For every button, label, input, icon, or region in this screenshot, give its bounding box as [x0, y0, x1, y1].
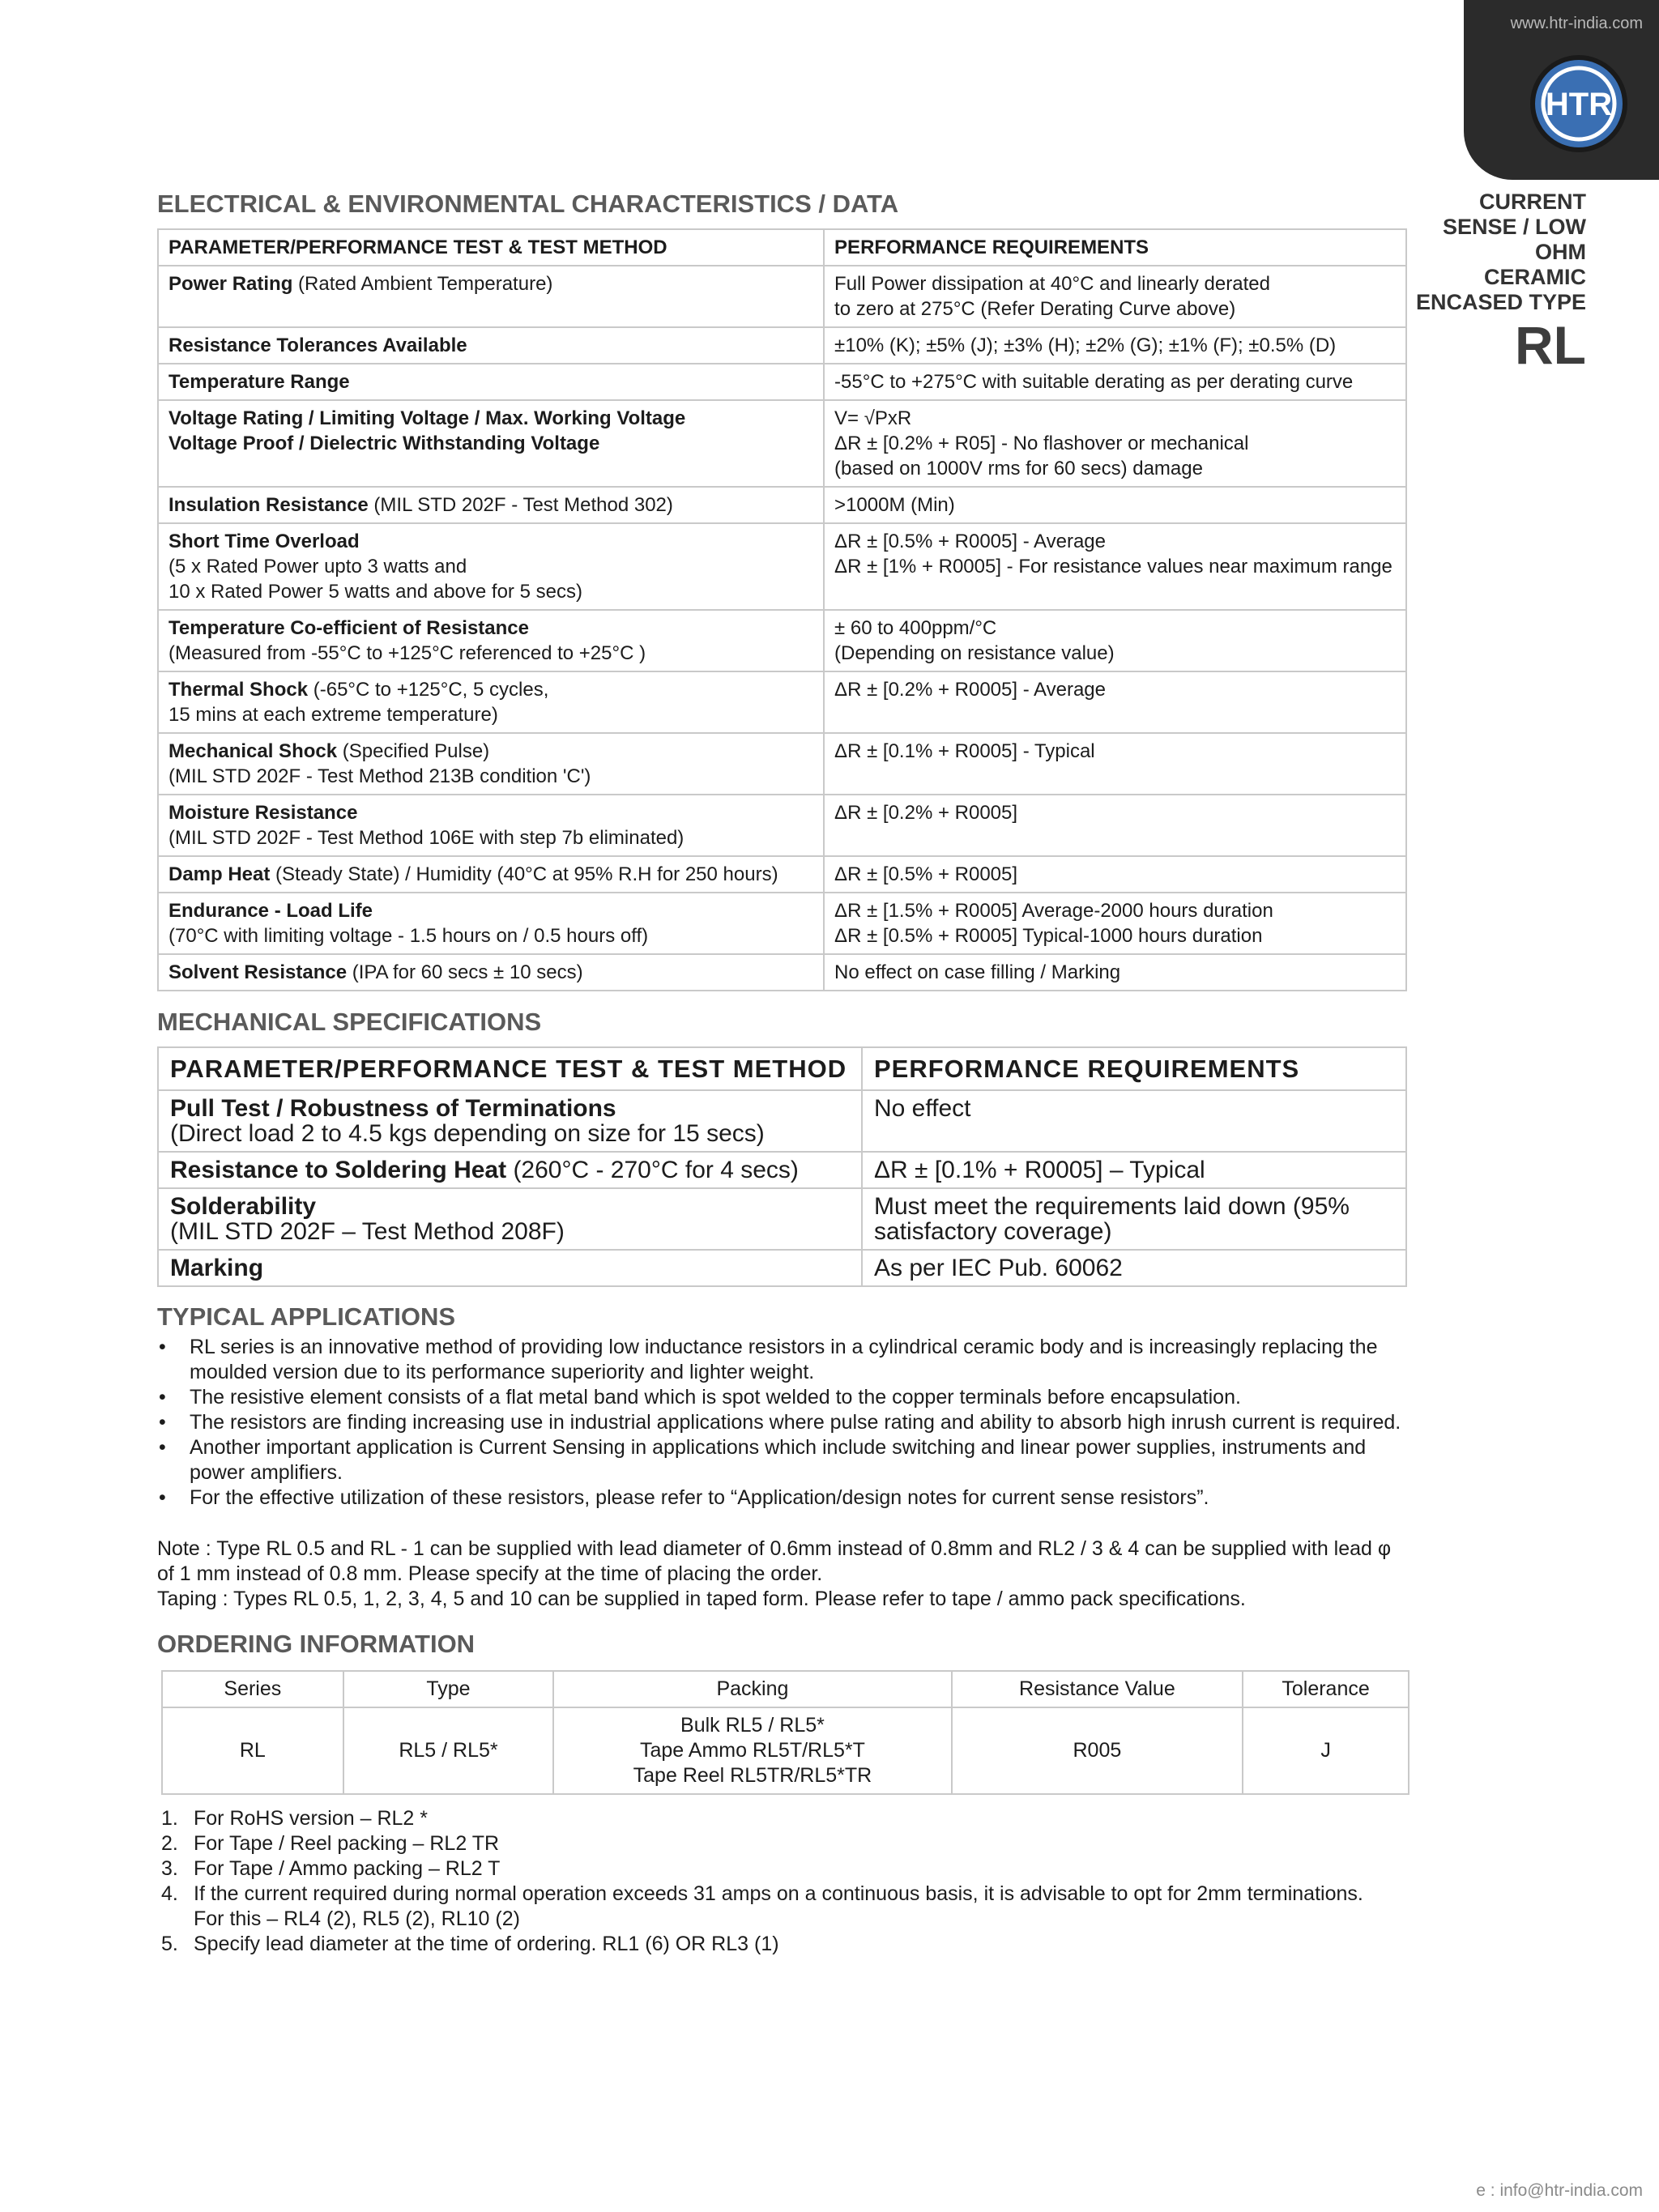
parameter-detail: (MIL STD 202F - Test Method 302)	[368, 494, 673, 516]
parameter-cell	[158, 610, 824, 671]
requirement-cell	[824, 893, 1406, 954]
parameter-cell	[158, 1188, 862, 1250]
parameter-line	[170, 1157, 850, 1183]
table-row	[158, 733, 1406, 795]
requirement-line: ΔR ± [0.2% + R05] - No flashover or mechanical	[834, 433, 1249, 454]
table-row	[158, 1250, 1406, 1286]
parameter-line	[168, 898, 813, 923]
parameter-line	[168, 369, 813, 394]
parameter-line	[170, 1194, 850, 1219]
requirement-cell	[824, 671, 1406, 733]
parameter-cell	[158, 1152, 862, 1188]
list-item-text: RL series is an innovative method of providing low inductance resistors in a cylindrical ceramic body and is increasingly replacing the	[190, 1336, 1378, 1358]
type-cell: RL5 / RL5*	[343, 1707, 554, 1794]
parameter-detail: 10 x Rated Power 5 watts and above for 5 secs)	[168, 581, 582, 603]
column-header: Packing	[553, 1671, 951, 1707]
parameter-cell	[158, 364, 824, 400]
parameter-name: Marking	[170, 1255, 264, 1281]
parameter-name: Damp Heat	[168, 863, 271, 885]
applications-heading: TYPICAL APPLICATIONS	[157, 1302, 456, 1331]
contact-email[interactable]: e : info@htr-india.com	[1476, 2181, 1643, 2200]
requirement-cell	[824, 856, 1406, 893]
table-row	[158, 266, 1406, 327]
list-item-text: moulded version due to its performance superiority and lighter weight.	[190, 1361, 815, 1383]
parameter-detail: (Direct load 2 to 4.5 kgs depending on size for 15 secs)	[170, 1120, 765, 1147]
ordering-heading: ORDERING INFORMATION	[157, 1630, 476, 1658]
parameter-detail: 15 mins at each extreme temperature)	[168, 704, 498, 726]
parameter-cell	[158, 733, 824, 795]
parameter-name: Short Time Overload	[168, 531, 360, 552]
packing-cell: Bulk RL5 / RL5* Tape Ammo RL5T/RL5*T Tape Reel RL5TR/RL5*TR	[553, 1707, 951, 1794]
series-cell: RL	[162, 1707, 343, 1794]
column-header: Type	[343, 1671, 554, 1707]
requirement-line: ΔR ± [0.1% + R0005] - Typical	[834, 740, 1095, 762]
requirement-line: >1000M (Min)	[834, 494, 955, 516]
parameter-cell	[158, 795, 824, 856]
table-row	[162, 1707, 1409, 1794]
parameter-name: Insulation Resistance	[168, 494, 369, 516]
parameter-name: Resistance to Soldering Heat	[170, 1157, 507, 1183]
list-item	[161, 1806, 1413, 1831]
parameter-line	[168, 492, 813, 518]
note-line: Note : Type RL 0.5 and RL - 1 can be supplied with lead diameter of 0.6mm instead of 0.8mm and RL2 / 3 & 4 can be supplied with lead φ	[157, 1537, 1392, 1560]
column-header: PARAMETER/PERFORMANCE TEST & TEST METHOD	[158, 1047, 862, 1090]
column-header: PERFORMANCE REQUIREMENTS	[824, 229, 1406, 266]
table-row	[158, 893, 1406, 954]
table-row	[158, 610, 1406, 671]
table-row	[158, 523, 1406, 610]
parameter-detail: (MIL STD 202F - Test Method 106E with step 7b eliminated)	[168, 827, 684, 849]
parameter-line	[170, 1255, 850, 1281]
parameter-line	[168, 739, 813, 764]
requirement-line: Full Power dissipation at 40°C and linearly derated	[834, 273, 1270, 295]
parameter-cell	[158, 1090, 862, 1152]
requirement-cell	[824, 487, 1406, 523]
parameter-name: Resistance Tolerances Available	[168, 335, 467, 356]
parameter-cell	[158, 954, 824, 991]
mechanical-table	[157, 1046, 1407, 1287]
requirement-cell	[824, 266, 1406, 327]
requirement-cell	[824, 523, 1406, 610]
parameter-detail: (MIL STD 202F - Test Method 213B condition 'C')	[168, 765, 591, 787]
requirement-line: V= √PxR	[834, 407, 912, 429]
parameter-name: Mechanical Shock	[168, 740, 338, 762]
table-row	[158, 400, 1406, 487]
column-header: PARAMETER/PERFORMANCE TEST & TEST METHOD	[158, 229, 824, 266]
parameter-name: Thermal Shock	[168, 679, 309, 701]
parameter-line	[168, 960, 813, 985]
list-item	[157, 1335, 1409, 1385]
parameter-line	[168, 431, 813, 456]
table-header-row	[158, 229, 1406, 266]
requirement-line: Must meet the requirements laid down (95%	[874, 1193, 1350, 1220]
table-row	[158, 856, 1406, 893]
requirement-line: ΔR ± [1% + R0005] - For resistance values near maximum range	[834, 556, 1392, 578]
electrical-table	[157, 228, 1407, 991]
list-item	[157, 1435, 1409, 1485]
requirement-line: ΔR ± [0.2% + R0005]	[834, 802, 1018, 824]
bullet-icon: •	[159, 1436, 166, 1459]
requirement-cell	[824, 733, 1406, 795]
list-item	[157, 1485, 1409, 1511]
table-row	[158, 1090, 1406, 1152]
tolerance-cell: J	[1243, 1707, 1409, 1794]
bullet-icon: •	[159, 1336, 166, 1358]
parameter-line	[168, 406, 813, 431]
parameter-name: Solderability	[170, 1193, 317, 1220]
parameter-name: Moisture Resistance	[168, 802, 358, 824]
column-header: Resistance Value	[952, 1671, 1243, 1707]
requirement-line: ΔR ± [0.1% + R0005] – Typical	[874, 1157, 1205, 1183]
parameter-line	[168, 271, 813, 296]
resistance-cell: R005	[952, 1707, 1243, 1794]
list-item	[161, 1882, 1413, 1932]
parameter-cell	[158, 856, 824, 893]
note-block	[157, 1536, 1409, 1612]
parameter-line	[168, 529, 813, 554]
mechanical-heading: MECHANICAL SPECIFICATIONS	[157, 1008, 542, 1036]
table-row	[158, 1188, 1406, 1250]
list-item-text: Specify lead diameter at the time of ordering. RL1 (6) OR RL3 (1)	[194, 1933, 779, 1955]
list-item	[157, 1410, 1409, 1435]
requirement-line: ΔR ± [0.2% + R0005] - Average	[834, 679, 1106, 701]
table-row	[158, 327, 1406, 364]
requirement-line: ΔR ± [1.5% + R0005] Average-2000 hours duration	[834, 900, 1273, 922]
header-corner-panel	[1464, 0, 1659, 180]
parameter-name: Power Rating	[168, 273, 293, 295]
table-row	[158, 795, 1406, 856]
svg-text:HTR: HTR	[1545, 87, 1613, 122]
parameter-line	[170, 1096, 850, 1121]
table-row	[158, 364, 1406, 400]
table-row	[158, 671, 1406, 733]
product-category: CURRENT SENSE / LOW OHM CERAMIC ENCASED TYPE	[1415, 190, 1586, 314]
parameter-name: Endurance - Load Life	[168, 900, 373, 922]
parameter-cell	[158, 327, 824, 364]
requirement-cell	[824, 954, 1406, 991]
parameter-name: Voltage Proof / Dielectric Withstanding Voltage	[168, 433, 600, 454]
parameter-detail: (Measured from -55°C to +125°C referenced to +25°C )	[168, 642, 646, 664]
list-item-text: If the current required during normal operation exceeds 31 amps on a continuous basis, it is advisable to opt for 2mm terminations.	[194, 1882, 1363, 1905]
list-number: 1.	[161, 1807, 178, 1830]
requirement-cell	[824, 795, 1406, 856]
column-header: Series	[162, 1671, 343, 1707]
parameter-line	[168, 800, 813, 825]
parameter-cell	[158, 523, 824, 610]
parameter-cell	[158, 400, 824, 487]
requirement-line: (Depending on resistance value)	[834, 642, 1115, 664]
requirement-line: ΔR ± [0.5% + R0005]	[834, 863, 1018, 885]
requirement-cell	[862, 1090, 1406, 1152]
parameter-cell	[158, 487, 824, 523]
electrical-heading: ELECTRICAL & ENVIRONMENTAL CHARACTERISTICS / DATA	[157, 190, 899, 218]
parameter-detail: (Steady State) / Humidity (40°C at 95% R.H for 250 hours)	[270, 863, 778, 885]
requirement-cell	[862, 1188, 1406, 1250]
ordering-notes	[161, 1806, 1413, 1957]
list-item-text: power amplifiers.	[190, 1461, 343, 1484]
parameter-detail: (Specified Pulse)	[337, 740, 490, 762]
requirement-line: No effect on case filling / Marking	[834, 961, 1121, 983]
table-header-row	[162, 1671, 1409, 1707]
parameter-name: Solvent Resistance	[168, 961, 348, 983]
list-item-text: Another important application is Current Sensing in applications which include switching and linear power supplies, instruments and	[190, 1436, 1367, 1459]
parameter-detail: (-65°C to +125°C, 5 cycles,	[308, 679, 549, 701]
parameter-cell	[158, 671, 824, 733]
parameter-cell	[158, 893, 824, 954]
product-code: RL	[1515, 315, 1586, 375]
requirement-line: -55°C to +275°C with suitable derating as per derating curve	[834, 371, 1354, 393]
table-row	[158, 487, 1406, 523]
list-item-text: For Tape / Ammo packing – RL2 T	[194, 1857, 501, 1880]
parameter-detail: (260°C - 270°C for 4 secs)	[506, 1157, 799, 1183]
bullet-icon: •	[159, 1411, 166, 1434]
parameter-cell	[158, 266, 824, 327]
parameter-detail: (IPA for 60 secs ± 10 secs)	[347, 961, 583, 983]
list-number: 4.	[161, 1882, 178, 1905]
requirement-line: ±10% (K); ±5% (J); ±3% (H); ±2% (G); ±1% (F); ±0.5% (D)	[834, 335, 1337, 356]
parameter-name: Voltage Rating / Limiting Voltage / Max. Working Voltage	[168, 407, 686, 429]
requirement-line: (based on 1000V rms for 60 secs) damage	[834, 458, 1203, 479]
applications-list	[157, 1335, 1409, 1511]
requirement-cell	[824, 327, 1406, 364]
parameter-name: Temperature Co-efficient of Resistance	[168, 617, 529, 639]
parameter-detail: (5 x Rated Power upto 3 watts and	[168, 556, 467, 578]
ordering-table	[161, 1670, 1410, 1795]
list-item-text: For the effective utilization of these resistors, please refer to “Application/design notes for current sense resistors”.	[190, 1486, 1209, 1509]
parameter-detail: (70°C with limiting voltage - 1.5 hours on / 0.5 hours off)	[168, 925, 649, 947]
product-side-title	[1375, 190, 1586, 375]
requirement-line: ΔR ± [0.5% + R0005] Typical-1000 hours duration	[834, 925, 1263, 947]
parameter-cell	[158, 1250, 862, 1286]
list-number: 2.	[161, 1832, 178, 1855]
parameter-name: Temperature Range	[168, 371, 350, 393]
list-item-text: For RoHS version – RL2 *	[194, 1807, 429, 1830]
requirement-line: ΔR ± [0.5% + R0005] - Average	[834, 531, 1106, 552]
table-row	[158, 954, 1406, 991]
requirement-cell	[862, 1152, 1406, 1188]
list-item-text: For this – RL4 (2), RL5 (2), RL10 (2)	[194, 1907, 520, 1930]
requirement-line: satisfactory coverage)	[874, 1218, 1112, 1245]
parameter-line	[168, 333, 813, 358]
list-number: 3.	[161, 1857, 178, 1880]
list-item	[161, 1856, 1413, 1882]
bullet-icon: •	[159, 1386, 166, 1409]
website-url[interactable]: www.htr-india.com	[1510, 15, 1643, 32]
taping-line: Taping : Types RL 0.5, 1, 2, 3, 4, 5 and 10 can be supplied in taped form. Please refer to tape / ammo pack specifications.	[157, 1588, 1246, 1610]
requirement-cell	[824, 400, 1406, 487]
parameter-line	[168, 862, 813, 887]
table-header-row	[158, 1047, 1406, 1090]
list-item-text: For Tape / Reel packing – RL2 TR	[194, 1832, 500, 1855]
requirement-cell	[862, 1250, 1406, 1286]
htr-logo	[1529, 53, 1629, 154]
parameter-line	[168, 677, 813, 702]
list-item	[157, 1385, 1409, 1410]
table-row	[158, 1152, 1406, 1188]
list-item-text: The resistors are finding increasing use in industrial applications where pulse rating and ability to absorb high inrush current is required.	[190, 1411, 1401, 1434]
list-item	[161, 1831, 1413, 1856]
note-line: of 1 mm instead of 0.8 mm. Please specify at the time of placing the order.	[157, 1562, 823, 1585]
requirement-cell	[824, 610, 1406, 671]
bullet-icon: •	[159, 1486, 166, 1509]
requirement-line: to zero at 275°C (Refer Derating Curve above)	[834, 298, 1236, 320]
requirement-line: ± 60 to 400ppm/°C	[834, 617, 997, 639]
parameter-name: Pull Test / Robustness of Terminations	[170, 1095, 616, 1122]
column-header: PERFORMANCE REQUIREMENTS	[862, 1047, 1406, 1090]
parameter-detail: (Rated Ambient Temperature)	[292, 273, 553, 295]
column-header: Tolerance	[1243, 1671, 1409, 1707]
requirement-cell	[824, 364, 1406, 400]
parameter-line	[168, 616, 813, 641]
requirement-line: No effect	[874, 1095, 971, 1122]
requirement-line: As per IEC Pub. 60062	[874, 1255, 1123, 1281]
list-number: 5.	[161, 1933, 178, 1955]
list-item	[161, 1932, 1413, 1957]
parameter-detail: (MIL STD 202F – Test Method 208F)	[170, 1218, 565, 1245]
list-item-text: The resistive element consists of a flat metal band which is spot welded to the copper terminals before encapsulation.	[190, 1386, 1241, 1409]
